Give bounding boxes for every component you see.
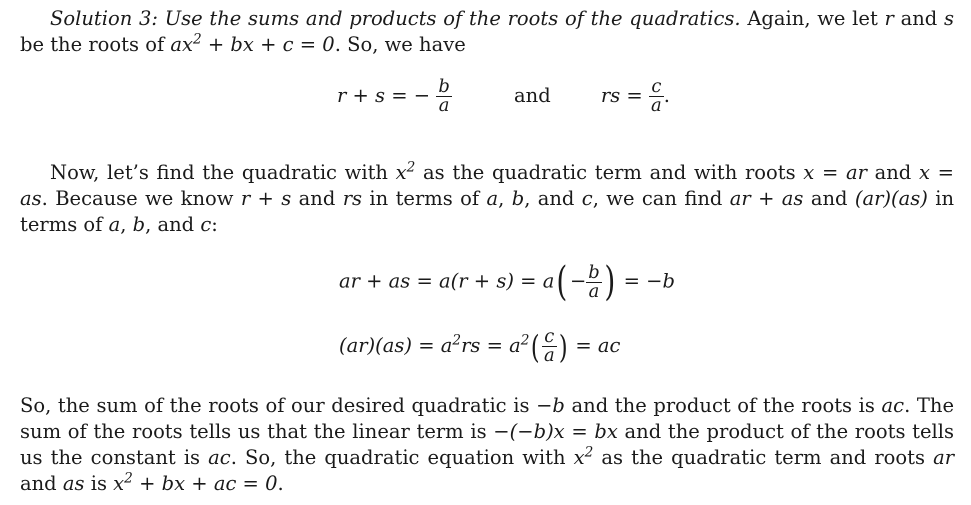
math-var: s — [943, 7, 954, 30]
text: is — [90, 472, 107, 495]
text: be the roots of — [20, 33, 165, 56]
text: and — [20, 472, 57, 495]
text: . Because we know — [41, 187, 234, 210]
eq-lhs: ar + as = a(r + s) = a — [339, 269, 555, 293]
eq-lhs: $(ar)(as) = a^2rs = a^2$ — [339, 332, 530, 357]
paragraph-conclusion: So, the sum of the roots of our desired quadratic is −b and the product of the roots is ac. The sum of the roots tells us that the linear term is −(−b)x = bx and the product of the roots tells us the constant is ac. So, the quadratic equation with $x^2$ as the quadratic term and roots ar and as is $x^2$ + bx + ac = 0. — [20, 394, 955, 495]
paragraph-setup: Now, let’s find the quadratic with $x^2$ as the quadratic term and with roots x = ar and x = as. Because we know r + s and rs in terms of a, b, and c, we can find ar + as and (ar)(as) in terms of a, b, and c: — [20, 159, 955, 236]
math-inline: x = as — [20, 161, 954, 210]
text: . The sum of the roots tells us that the linear term is — [20, 394, 955, 443]
final-equation: $x^2$ + bx + ac = 0 — [113, 470, 278, 495]
math-inline: x = ar — [803, 161, 867, 184]
text: . So, we have — [334, 33, 466, 56]
math-var: as — [62, 472, 85, 495]
eq-lhs: rs = — [600, 84, 643, 107]
math-inline: (ar)(as) — [854, 187, 928, 210]
fraction-c-over-a: $\frac{c}{a}$ — [543, 326, 555, 366]
eq-lhs: r + s = − — [337, 84, 431, 107]
math-inline: ac — [208, 446, 231, 469]
eq-rhs: = −b — [623, 269, 675, 293]
solution-instruction: Use the sums and products of the roots of the quadratics. — [164, 7, 741, 30]
math-var: c — [200, 213, 212, 236]
math-var: a — [108, 213, 121, 236]
math-inline: −b — [536, 394, 565, 417]
text: and — [298, 187, 336, 210]
solution-label: Solution 3: — [50, 7, 158, 30]
math-inline: ac — [881, 394, 905, 417]
text: and — [900, 7, 938, 30]
fraction-b-over-a: $\frac{b}{a}$ — [438, 76, 450, 116]
fraction-b-over-a: $\frac{b}{a}$ — [588, 261, 600, 302]
math-var: r — [884, 7, 894, 30]
equation-product-of-new-roots: $(ar)(as) = a^2rs = a^2$( $\frac{c}{a}$ ) = ac — [339, 326, 621, 366]
text: So, the sum of the roots of our desired quadratic is — [20, 394, 530, 417]
text: Now, let’s find the quadratic with — [50, 161, 388, 184]
text: and — [810, 187, 848, 210]
text: as the quadratic term and with roots — [423, 161, 796, 184]
math-inline: $ax^2$ + bx + c = 0 — [170, 31, 335, 56]
eq-rhs: = ac — [575, 334, 621, 357]
math-inline: −(−b)x = bx — [493, 420, 618, 443]
math-var: b — [511, 187, 525, 210]
text: and — [874, 161, 912, 184]
text: and the product of the roots is — [571, 394, 875, 417]
math-var: b — [132, 213, 146, 236]
math-var: c — [581, 187, 593, 210]
fraction-c-over-a: $\frac{c}{a}$ — [650, 76, 662, 116]
math-var: a — [486, 187, 499, 210]
text: . So, the quadratic equation with — [230, 446, 566, 469]
math-inline: r + s — [240, 187, 292, 210]
paragraph-intro — [20, 6, 954, 58]
equation-sum-product: r + s = − $\frac{b}{a}$ and rs = $\frac{c}{a}$ . — [337, 76, 670, 116]
text: in terms of — [369, 187, 480, 210]
text: as the quadratic term and roots — [601, 446, 925, 469]
math-var: ar — [933, 446, 955, 469]
and-word: and — [514, 84, 551, 107]
text: and the product of the roots tells us the constant is — [20, 420, 954, 469]
text: Again, we let — [747, 7, 878, 30]
equation-sum-of-new-roots: ar + as = a(r + s) = a( − $\frac{b}{a}$ ) = −b — [339, 259, 675, 305]
math-inline: ar + as — [729, 187, 804, 210]
math-inline: $x^2$ — [395, 159, 416, 184]
text: in terms of — [20, 187, 955, 236]
math-inline: $x^2$ — [573, 444, 594, 469]
math-inline: rs — [342, 187, 363, 210]
